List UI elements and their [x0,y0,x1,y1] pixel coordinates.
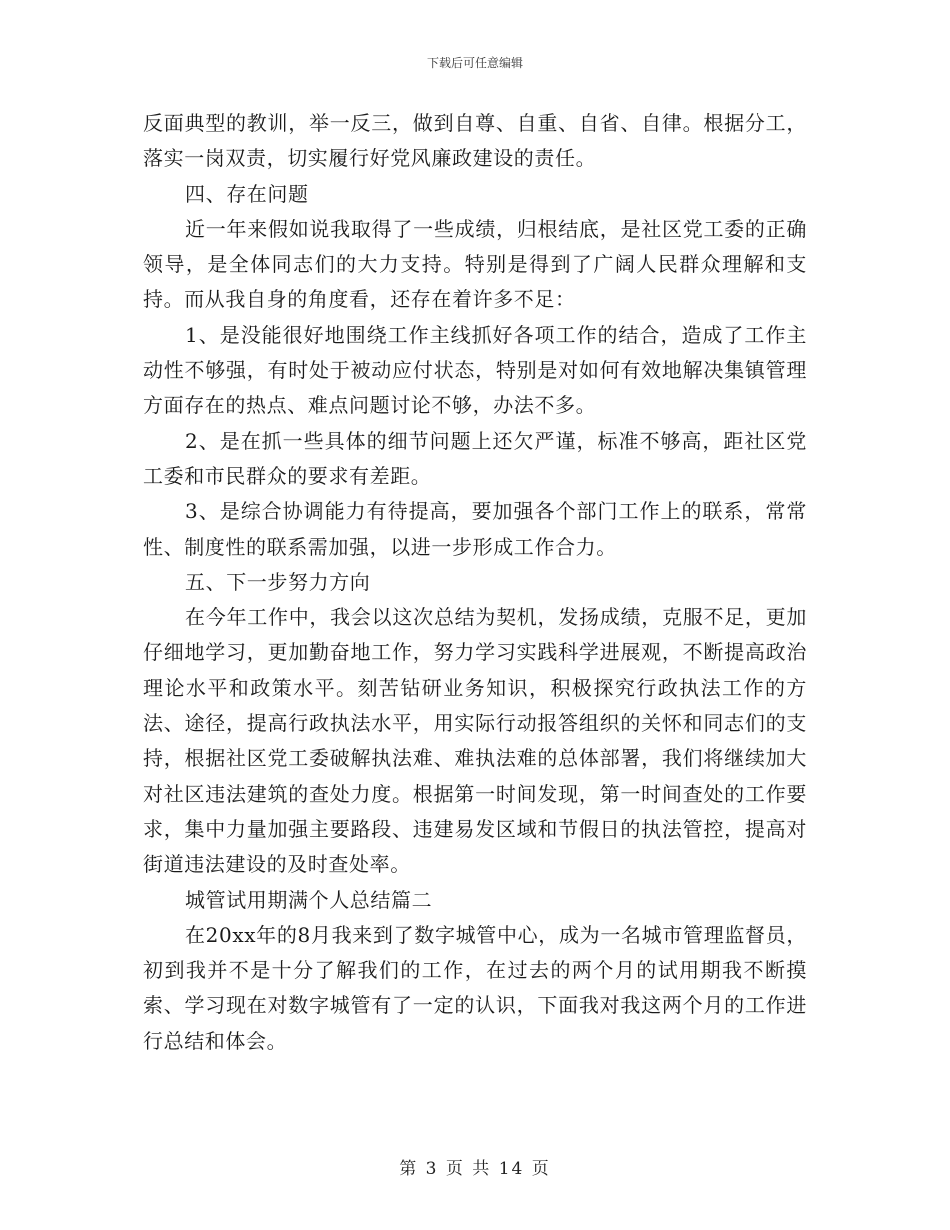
list-item-3: 3、是综合协调能力有待提高，要加强各个部门工作上的联系，常常性、制度性的联系需加强，以进一步形成工作合力。 [143,499,807,559]
page-footer: 第 3 页 共 14 页 [399,1159,551,1179]
paragraph-10: 在20xx年的8月我来到了数字城管中心，成为一名城市管理监督员，初到我并不是十分了解我们的工作，在过去的两个月的试用期我不断摸索、学习现在对数字城管有了一定的认识，下面我对我这两个月的工作进行总结和体会。 [143,922,807,1053]
paragraph-3: 近一年来假如说我取得了一些成绩，归根结底，是社区党工委的正确领导，是全体同志们的大力支持。特别是得到了广阔人民群众理解和支持。而从我自身的角度看，还存在着许多不足： [143,216,807,312]
section-heading-problems: 四、存在问题 [185,181,309,206]
document-body [143,106,807,1059]
section-heading-next-steps: 五、下一步努力方向 [185,569,371,594]
article-title-part-two: 城管试用期满个人总结篇二 [185,887,433,912]
list-item-1: 1、是没能很好地围绕工作主线抓好各项工作的结合，造成了工作主动性不够强，有时处于被动应付状态，特别是对如何有效地解决集镇管理方面存在的热点、难点问题讨论不够，办法不多。 [143,322,807,418]
paragraph-8: 在今年工作中，我会以这次总结为契机，发扬成绩，克服不足，更加仔细地学习，更加勤奋地工作，努力学习实践科学进展观，不断提高政治理论水平和政策水平。刻苦钻研业务知识，积极探究行政执法工作的方法、途径，提高行政执法水平，用实际行动报答组织的关怀和同志们的支持，根据社区党工委破解执法难、难执法难的总体部署，我们将继续加大对社区违法建筑的查处力度。根据第一时间发现，第一时间查处的工作要求，集中力量加强主要路段、违建易发区域和节假日的执法管控，提高对街道违法建设的及时查处率。 [143,605,807,877]
paragraph-1: 反面典型的教训，举一反三，做到自尊、自重、自省、自律。根据分工，落实一岗双责，切实履行好党风廉政建设的责任。 [143,111,807,171]
page-header: 下载后可任意编辑 [426,56,523,70]
list-item-2: 2、是在抓一些具体的细节问题上还欠严谨，标准不够高，距社区党工委和市民群众的要求有差距。 [143,428,807,488]
